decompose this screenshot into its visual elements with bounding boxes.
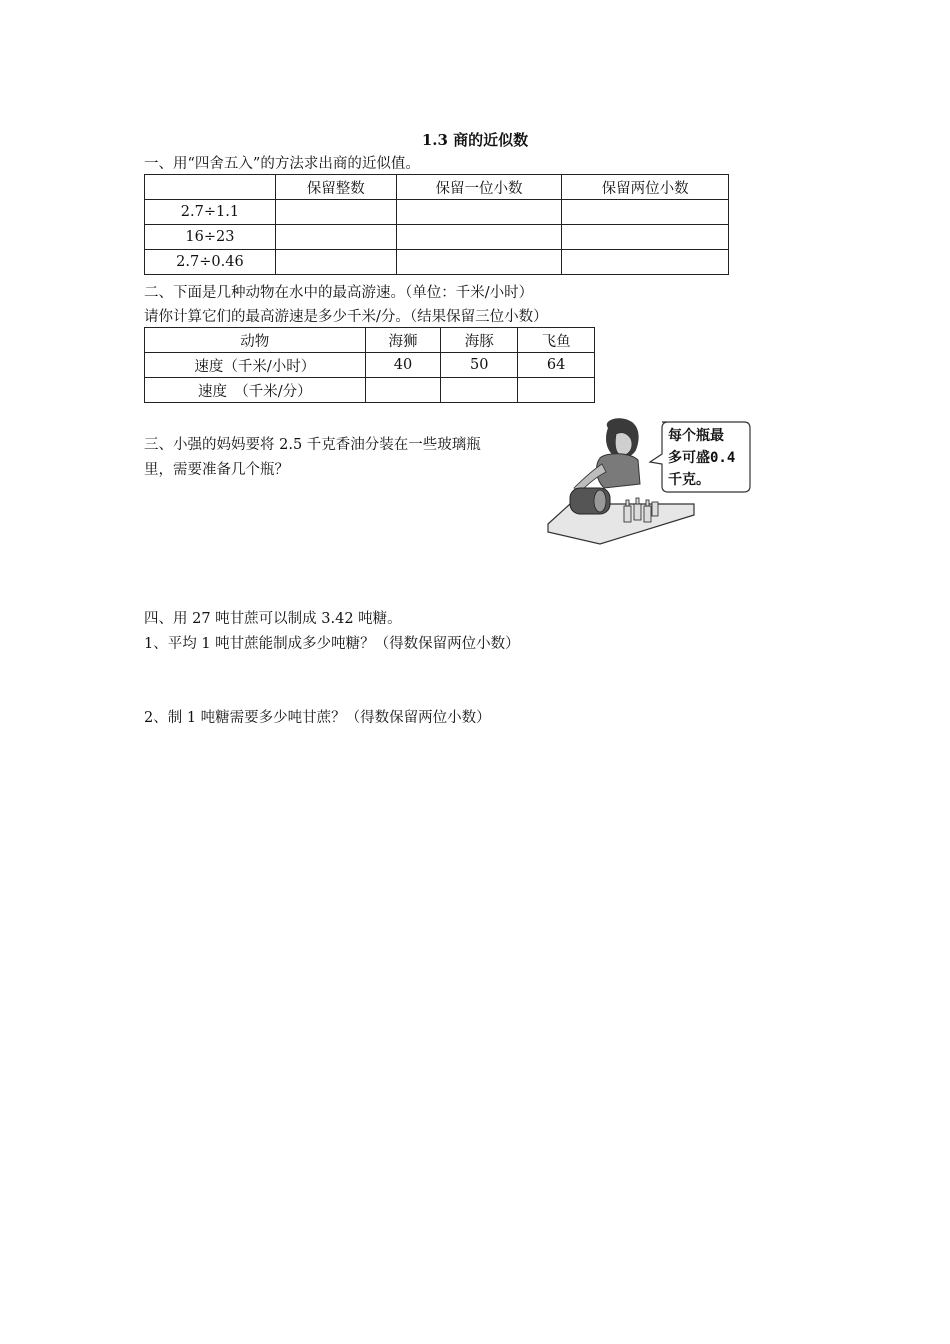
header-cell: 保留一位小数	[396, 175, 562, 200]
row-label-cell: 速度（千米/小时）	[145, 353, 366, 378]
header-cell: 飞鱼	[518, 328, 595, 353]
bubble-line: 多可盛0.4	[668, 450, 736, 466]
table-header-row	[145, 175, 729, 200]
answer-cell[interactable]	[275, 225, 396, 250]
row-label-cell: 速度 （千米/分）	[145, 378, 366, 403]
table-top	[548, 504, 694, 544]
answer-cell[interactable]	[396, 200, 562, 225]
section3-line2: 里，需要准备几个瓶？	[144, 462, 289, 478]
section3-line1: 三、小强的妈妈要将 2.5 千克香油分装在一些玻璃瓶	[144, 437, 481, 453]
answer-cell[interactable]	[396, 225, 562, 250]
speed-table	[144, 327, 595, 403]
value-cell: 40	[365, 353, 441, 378]
answer-cell[interactable]	[562, 250, 729, 275]
section2-subheading: 请你计算它们的最高游速是多少千米/分。（结果保留三位小数）	[144, 309, 548, 325]
bottle	[634, 504, 641, 520]
section1-heading: 一、用“四舍五入”的方法求出商的近似值。	[144, 156, 420, 172]
bottle	[624, 506, 631, 522]
expression-cell: 2.7÷0.46	[145, 250, 276, 275]
page-title: 1.3 商的近似数	[421, 131, 529, 149]
bottle	[652, 502, 658, 516]
answer-cell[interactable]	[441, 378, 518, 403]
bubble-line: 千克。	[668, 472, 710, 488]
answer-cell[interactable]	[365, 378, 441, 403]
header-cell	[145, 175, 276, 200]
bottle	[644, 506, 651, 522]
table-row	[145, 378, 595, 403]
header-cell: 保留整数	[275, 175, 396, 200]
expression-cell: 2.7÷1.1	[145, 200, 276, 225]
answer-cell[interactable]	[562, 225, 729, 250]
face-shape	[615, 433, 632, 455]
answer-cell[interactable]	[396, 250, 562, 275]
header-cell: 动物	[145, 328, 366, 353]
table-row	[145, 200, 729, 225]
bubble-line: 每个瓶最	[668, 428, 724, 444]
rounding-table	[144, 174, 729, 275]
answer-cell[interactable]	[562, 200, 729, 225]
header-cell: 海豚	[441, 328, 518, 353]
woman-pouring-oil-illustration	[544, 418, 754, 548]
table-row	[145, 250, 729, 275]
answer-cell[interactable]	[518, 378, 595, 403]
header-cell: 海狮	[365, 328, 441, 353]
section4-question2: 2、制 1 吨糖需要多少吨甘蔗？（得数保留两位小数）	[144, 710, 491, 726]
value-cell: 64	[518, 353, 595, 378]
section4-question1: 1、平均 1 吨甘蔗能制成多少吨糖？（得数保留两位小数）	[144, 636, 520, 652]
section4-heading: 四、用 27 吨甘蔗可以制成 3.42 吨糖。	[144, 611, 402, 627]
table-row	[145, 225, 729, 250]
expression-cell: 16÷23	[145, 225, 276, 250]
value-cell: 50	[441, 353, 518, 378]
answer-cell[interactable]	[275, 250, 396, 275]
header-cell: 保留两位小数	[562, 175, 729, 200]
section2-heading: 二、下面是几种动物在水中的最高游速。（单位：千米/小时）	[144, 285, 534, 301]
answer-cell[interactable]	[275, 200, 396, 225]
table-row	[145, 353, 595, 378]
table-header-row	[145, 328, 595, 353]
